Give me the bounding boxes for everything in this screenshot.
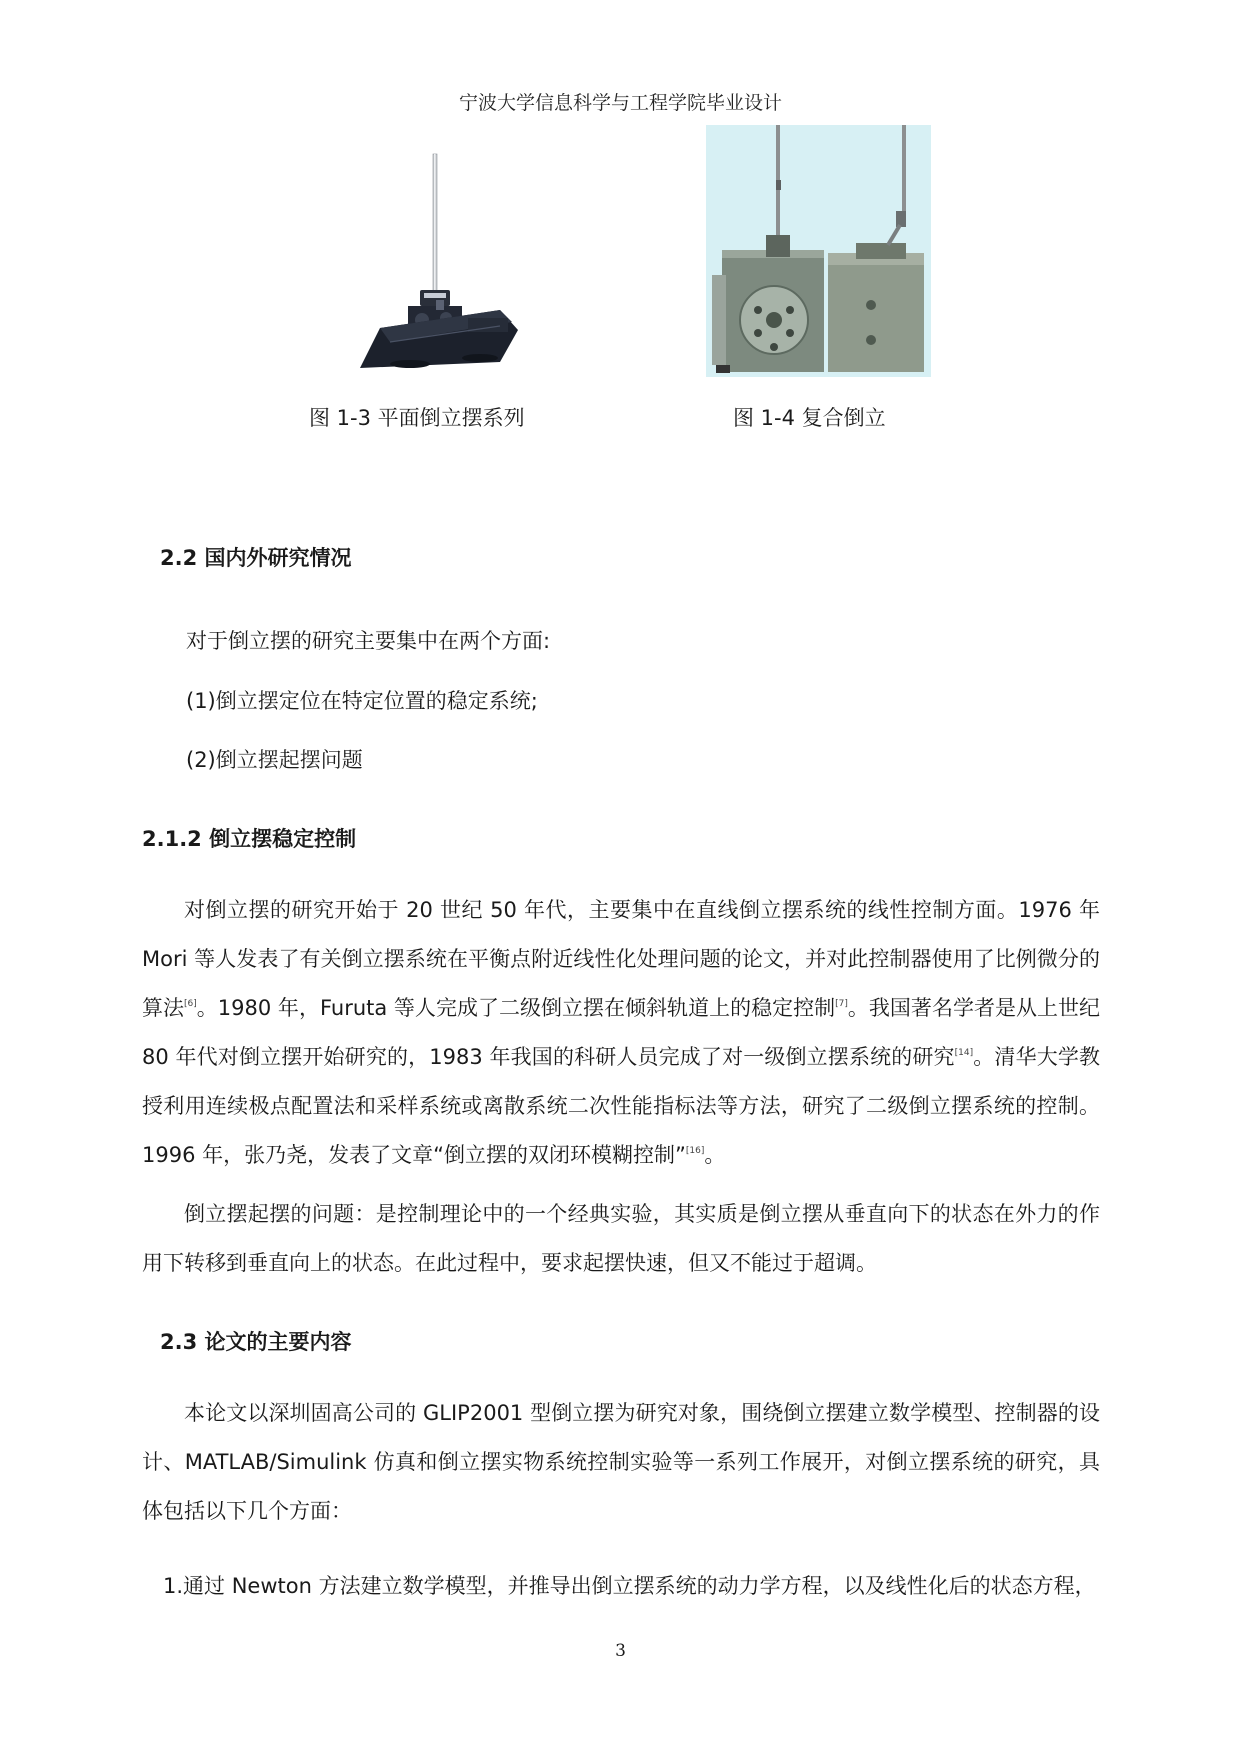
paragraph: 倒立摆起摆的问题：是控制理论中的一个经典实验，其实质是倒立摆从垂直向下的状态在外力的作用下转移到垂直向上的状态。在此过程中，要求起摆快速，但又不能过于超调。 [142, 1202, 1100, 1275]
citation: [14] [954, 1048, 974, 1058]
figure-caption: 图 1-3 平面倒立摆系列 [309, 406, 525, 430]
page-number: 3 [615, 1641, 626, 1661]
paragraph-text: 。清华大学教授利用连续极点配置法和采样系统或离散系统二次性能指标法等方法，研究了二级倒立摆系统的控制。1996 年，张乃尧，发表了文章“倒立摆的双闭环模糊控制” [142, 1045, 1100, 1167]
paragraph-text: 。 [704, 1143, 726, 1167]
citation: [6] [184, 999, 197, 1009]
compound-inverted-pendulum-photo [706, 125, 931, 377]
list-item: (2)倒立摆起摆问题 [186, 748, 363, 772]
list-item: (1)倒立摆定位在特定位置的稳定系统; [186, 689, 538, 713]
paragraph-text: 。我国著名学者是从上世纪 80 年代对倒立摆开始研究的，1983 年我国的科研人员完成了对一级倒立摆系统的研究 [142, 996, 1101, 1069]
running-header: 宁波大学信息科学与工程学院毕业设计 [458, 92, 782, 114]
citation: [7] [835, 999, 848, 1009]
paragraph: 本论文以深圳固高公司的 GLIP2001 型倒立摆为研究对象，围绕倒立摆建立数学模型、控制器的设计、MATLAB/Simulink 仿真和倒立摆实物系统控制实验等一系列工作展开，对倒立摆系统的研究，具体包括以下几个方面： [142, 1401, 1100, 1523]
section-heading: 2.2 国内外研究情况 [160, 546, 352, 570]
paragraph-text: 对倒立摆的研究开始于 20 世纪 50 年代，主要集中在直线倒立摆系统的线性控制方面。1976 年 Mori 等人发表了有关倒立摆系统在平衡点附近线性化处理问题的论文，并对此控制器使用了比例微分的算法 [142, 898, 1100, 1020]
paragraph: 对于倒立摆的研究主要集中在两个方面: [186, 629, 551, 653]
citation: [16] [685, 1146, 705, 1156]
section-heading: 2.1.2 倒立摆稳定控制 [142, 827, 357, 851]
figure-caption: 图 1-4 复合倒立 [733, 406, 886, 430]
paragraph-text: 。1980 年，Furuta 等人完成了二级倒立摆在倾斜轨道上的稳定控制 [196, 996, 836, 1020]
section-heading: 2.3 论文的主要内容 [160, 1330, 352, 1354]
list-item: 1.通过 Newton 方法建立数学模型，并推导出倒立摆系统的动力学方程，以及线性化后的状态方程， [163, 1574, 1096, 1598]
planar-inverted-pendulum-photo [350, 150, 520, 380]
paragraph [142, 886, 1100, 1180]
